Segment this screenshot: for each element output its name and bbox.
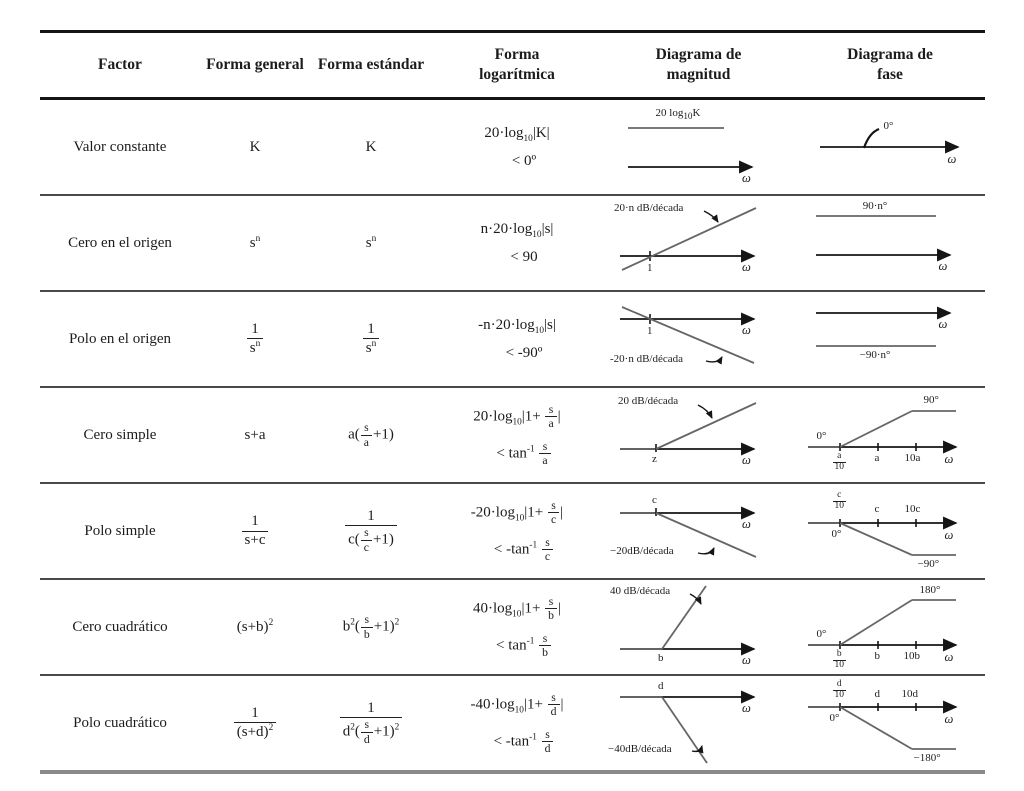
- level-label: 20 $\log_{10}K$: [655, 107, 701, 122]
- magnitude-plot-svg: [606, 295, 791, 383]
- magnitude-plot-svg: [606, 487, 791, 575]
- phase-plot-svg: [798, 487, 983, 575]
- forma-general: $s^n$: [249, 234, 261, 251]
- tick-label: 10c: [904, 503, 921, 515]
- magnitude-diagram-polo-cuadratico: [606, 679, 791, 767]
- magnitude-diagram-cero-origen: [606, 199, 791, 287]
- phase-diagram-valor-constante: [798, 103, 983, 191]
- omega-label: ω: [742, 701, 751, 715]
- table-row: [40, 388, 985, 484]
- slope-label: 20 dB/década: [618, 395, 679, 407]
- zero-label: 0°: [831, 528, 842, 540]
- forma-estandar: $b^2$( $\frac{s}{b}$ +1)$^2$: [342, 613, 400, 641]
- forma-estandar: $\frac{1}{s^n}$: [363, 321, 380, 358]
- tick-fraction: $\frac{c}{10}$: [834, 490, 844, 511]
- header-forma-general: Forma general: [206, 55, 304, 73]
- factor-name: Cero cuadrático: [72, 618, 168, 635]
- factor-name: Cero simple: [83, 426, 157, 443]
- forma-estandar: $s^n$: [365, 234, 377, 251]
- header-diagrama-fase: Diagrama de fase: [847, 45, 933, 83]
- forma-general: s+a: [244, 426, 266, 443]
- factor-name: Polo en el origen: [68, 330, 172, 347]
- header-forma-logaritmica: Forma logarítmica: [479, 45, 555, 83]
- forma-estandar: a( $\frac{s}{a}$ +1): [348, 421, 394, 449]
- slope-label: 40 dB/década: [610, 585, 671, 597]
- tick-label: 10d: [901, 688, 918, 700]
- phase-plot-svg: [798, 583, 983, 671]
- tick-fraction: $\frac{d}{10}$: [834, 679, 844, 700]
- magnitude-diagram-valor-constante: [606, 103, 791, 191]
- omega-label: ω: [947, 152, 957, 166]
- omega-label: ω: [938, 317, 948, 331]
- forma-estandar: 1 $d^2$( $\frac{s}{d}$ +1)$^2$: [340, 700, 403, 746]
- omega-label: ω: [938, 259, 948, 273]
- magnitude-diagram-cero-simple: [606, 391, 791, 479]
- angle-label: 0°: [883, 120, 894, 132]
- level-label: 90·n°: [862, 200, 888, 212]
- zero-label: 0°: [829, 712, 840, 724]
- forma-estandar: K: [365, 138, 377, 155]
- phase-diagram-polo-origen: [798, 295, 983, 383]
- tick-label: b: [658, 652, 664, 664]
- end-label: 90°: [923, 394, 939, 406]
- zero-label: 0°: [816, 430, 827, 442]
- table-header-row: [40, 33, 985, 100]
- forma-logaritmica: $-40\cdot\log_{10}|1+$ $\frac{s}{d}$ | < $-\tan^{-1}$ $\frac{s}{d}$: [470, 690, 564, 755]
- phase-diagram-cero-cuadratico: [798, 583, 983, 671]
- tick-label: d: [874, 688, 880, 700]
- header-diagrama-magnitud: Diagrama de magnitud: [655, 45, 742, 83]
- phase-plot-svg: [798, 679, 983, 767]
- header-factor: Factor: [98, 55, 142, 73]
- zero-label: 0°: [816, 628, 827, 640]
- forma-general: $\frac{1}{s+c}$: [242, 513, 269, 549]
- omega-label: ω: [742, 323, 751, 337]
- table-row: [40, 100, 985, 196]
- magnitude-diagram-cero-cuadratico: [606, 583, 791, 671]
- omega-label: ω: [944, 712, 954, 726]
- forma-logaritmica: $40\cdot\log_{10}|1+$ $\frac{s}{b}$ | < $\tan^{-1}$ $\frac{s}{b}$: [472, 594, 562, 659]
- tick-label: c: [652, 494, 657, 506]
- omega-label: ω: [944, 650, 954, 664]
- slope-label: −20dB/década: [610, 545, 674, 557]
- phase-diagram-polo-simple: [798, 487, 983, 575]
- tick-label: c: [874, 503, 880, 515]
- end-label: −90°: [917, 558, 940, 570]
- tick-label: b: [874, 650, 880, 662]
- forma-logaritmica: $20\cdot\log_{10}|1+$ $\frac{s}{a}$ | < $\tan^{-1}$ $\frac{s}{a}$: [473, 402, 561, 467]
- omega-label: ω: [944, 528, 954, 542]
- phase-diagram-polo-cuadratico: [798, 679, 983, 767]
- omega-label: ω: [742, 517, 751, 531]
- factor-name: Valor constante: [73, 138, 167, 155]
- magnitude-diagram-polo-simple: [606, 487, 791, 575]
- header-forma-estandar: Forma estándar: [317, 55, 425, 73]
- forma-logaritmica: $-20\cdot\log_{10}|1+$ $\frac{s}{c}$ | < $-\tan^{-1}$ $\frac{s}{c}$: [470, 498, 564, 563]
- phase-plot-svg: [798, 295, 983, 383]
- phase-diagram-cero-origen: [798, 199, 983, 287]
- table-row: [40, 196, 985, 292]
- omega-label: ω: [742, 653, 751, 667]
- omega-label: ω: [742, 260, 751, 274]
- tick-label: z: [652, 453, 657, 465]
- table-row: [40, 484, 985, 580]
- slope-label: 20·n dB/década: [614, 202, 684, 214]
- table-row: [40, 580, 985, 676]
- magnitude-diagram-polo-origen: [606, 295, 791, 383]
- bode-factors-table: [40, 30, 985, 774]
- tick-fraction: $\frac{b}{10}$: [834, 649, 844, 670]
- phase-diagram-cero-simple: [798, 391, 983, 479]
- tick-fraction: $\frac{a}{10}$: [834, 451, 844, 472]
- forma-general: K: [249, 138, 261, 155]
- tick-label: 10a: [904, 452, 921, 464]
- forma-logaritmica: $20\cdot\log_{10}|K|$ < 0º: [484, 124, 550, 169]
- factor-name: Polo simple: [84, 522, 156, 539]
- forma-general: $\frac{1}{s^n}$: [247, 321, 264, 358]
- omega-label: ω: [742, 453, 751, 467]
- forma-general: $(s+b)^2$: [236, 618, 274, 635]
- omega-label: ω: [742, 171, 751, 185]
- factor-name: Polo cuadrático: [73, 714, 167, 731]
- omega-label: ω: [944, 452, 954, 466]
- tick-label: 1: [647, 262, 653, 274]
- phase-plot-svg: [798, 103, 983, 191]
- tick-label: a: [874, 452, 880, 464]
- table-row: [40, 292, 985, 388]
- slope-label: -20·n dB/década: [610, 353, 683, 365]
- level-label: −90·n°: [859, 349, 891, 361]
- forma-estandar: 1 c( $\frac{s}{c}$ +1): [345, 508, 397, 554]
- forma-logaritmica: $-n\cdot 20\cdot\log_{10}|s|$ < -90º: [478, 316, 556, 361]
- table-row: [40, 676, 985, 770]
- factor-name: Cero en el origen: [68, 234, 172, 251]
- forma-general: $\frac{1}{(s+d)^2}$: [234, 705, 276, 742]
- tick-label: 10b: [903, 650, 920, 662]
- end-label: −180°: [913, 752, 941, 764]
- tick-label: d: [658, 680, 664, 692]
- tick-label: 1: [647, 325, 653, 337]
- slope-label: −40dB/década: [608, 743, 672, 755]
- forma-logaritmica: $n\cdot 20\cdot\log_{10}|s|$ < 90: [480, 220, 554, 265]
- end-label: 180°: [919, 584, 941, 596]
